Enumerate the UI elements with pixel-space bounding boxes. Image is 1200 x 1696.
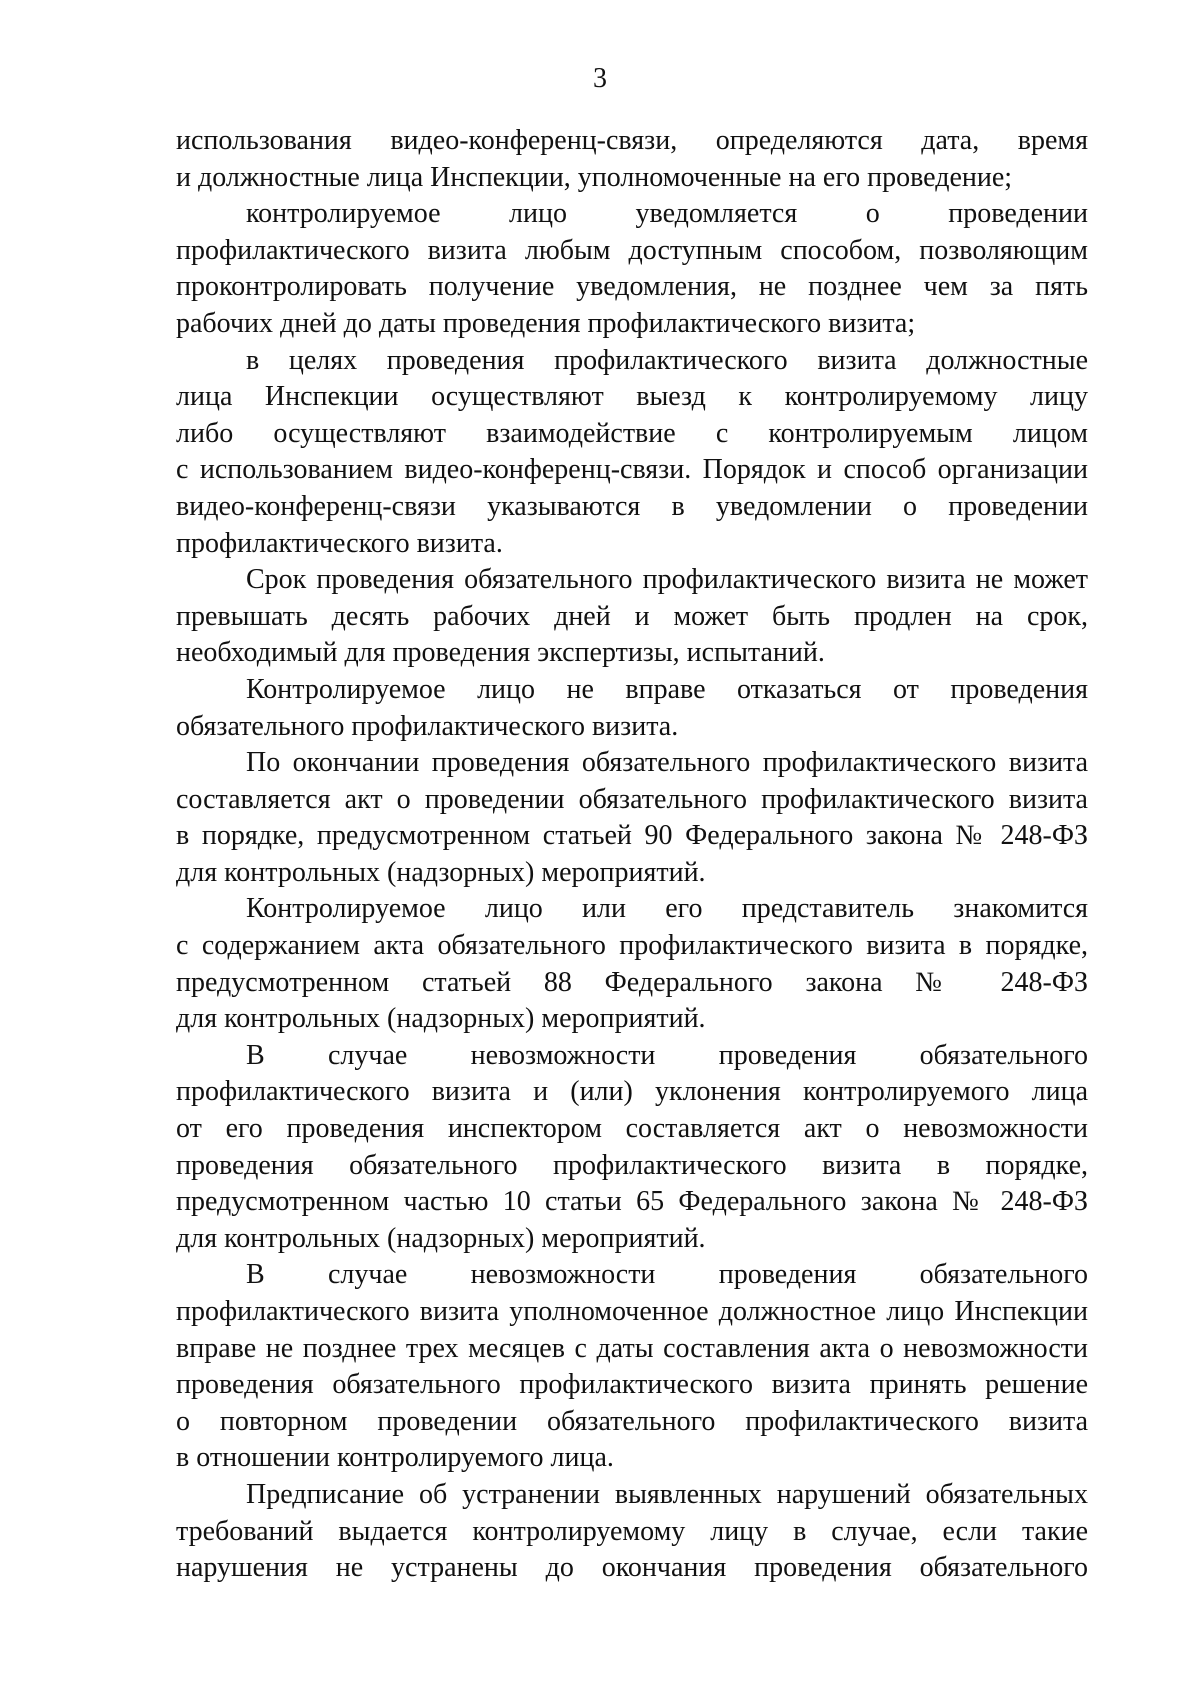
- text-line: составляется акт о проведении обязательного профилактического визита: [176, 783, 1088, 815]
- text-line: для контрольных (надзорных) мероприятий.: [176, 1003, 706, 1035]
- text-line: предусмотренном статьей 88 Федерального закона № 248-ФЗ: [176, 966, 1088, 998]
- text-line: использования видео-конференц-связи, определяются дата, время: [176, 125, 1088, 156]
- text-line: для контрольных (надзорных) мероприятий.: [176, 856, 706, 888]
- text-line: Контролируемое лицо или его представитель знакомится: [246, 893, 1088, 925]
- paragraph: [176, 196, 1088, 342]
- text-line: обязательного профилактического визита.: [176, 710, 679, 742]
- text-line: профилактического визита и (или) уклонения контролируемого лица: [176, 1076, 1088, 1108]
- text-line: с содержанием акта обязательного профилактического визита в порядке,: [176, 930, 1088, 962]
- paragraph: [176, 672, 1088, 745]
- text-line: и должностные лица Инспекции, уполномоченные на его проведение;: [176, 161, 1013, 193]
- text-line: проконтролировать получение уведомления, не позднее чем за пять: [176, 271, 1088, 303]
- text-line: предусмотренном частью 10 статьи 65 Федерального закона № 248-ФЗ: [176, 1186, 1088, 1218]
- text-line: проведения обязательного профилактического визита принять решение: [176, 1369, 1088, 1401]
- text-line: рабочих дней до даты проведения профилактического визита;: [176, 307, 916, 339]
- text-line: для контрольных (надзорных) мероприятий.: [176, 1222, 706, 1254]
- text-line: видео-конференц-связи указываются в уведомлении о проведении: [176, 490, 1088, 522]
- text-line: контролируемое лицо уведомляется о проведении: [246, 198, 1088, 230]
- text-line: о повторном проведении обязательного профилактического визита: [176, 1405, 1088, 1437]
- paragraph: [176, 1038, 1088, 1258]
- paragraph: [176, 123, 1088, 196]
- text-line: профилактического визита.: [176, 527, 503, 559]
- paragraph: [176, 343, 1088, 563]
- text-line: профилактического визита любым доступным способом, позволяющим: [176, 234, 1088, 266]
- text-line: В случае невозможности проведения обязательного: [246, 1259, 1088, 1291]
- paragraph: [176, 562, 1088, 672]
- text-line: В случае невозможности проведения обязательного: [246, 1039, 1088, 1071]
- text-line: в отношении контролируемого лица.: [176, 1442, 614, 1474]
- text-line: необходимый для проведения экспертизы, испытаний.: [176, 637, 825, 669]
- text-line: требований выдается контролируемому лицу в случае, если такие: [176, 1515, 1088, 1547]
- document-body: [176, 123, 1088, 1587]
- paragraph: [176, 1257, 1088, 1477]
- text-line: профилактического визита уполномоченное должностное лицо Инспекции: [176, 1296, 1088, 1327]
- text-line: лица Инспекции осуществляют выезд к контролируемому лицу: [176, 381, 1088, 413]
- text-line: в целях проведения профилактического визита должностные: [246, 344, 1088, 376]
- text-line: По окончании проведения обязательного профилактического визита: [246, 747, 1088, 779]
- text-line: вправе не позднее трех месяцев с даты составления акта о невозможности: [176, 1332, 1088, 1364]
- text-line: Срок проведения обязательного профилактического визита не может: [246, 564, 1088, 596]
- text-line: Предписание об устранении выявленных нарушений обязательных: [246, 1478, 1088, 1510]
- paragraph: [176, 891, 1088, 1037]
- text-line: Контролируемое лицо не вправе отказаться от проведения: [246, 673, 1088, 705]
- text-line: превышать десять рабочих дней и может быть продлен на срок,: [176, 600, 1088, 632]
- text-line: проведения обязательного профилактического визита в порядке,: [176, 1149, 1088, 1181]
- paragraph: [176, 1477, 1088, 1587]
- text-line: с использованием видео-конференц-связи. Порядок и способ организации: [176, 454, 1088, 486]
- page-number: 3: [593, 63, 607, 94]
- text-line: от его проведения инспектором составляется акт о невозможности: [176, 1113, 1088, 1145]
- text-line: либо осуществляют взаимодействие с контролируемым лицом: [176, 417, 1088, 449]
- text-line: нарушения не устранены до окончания проведения обязательного: [176, 1552, 1088, 1584]
- text-line: в порядке, предусмотренном статьей 90 Федерального закона № 248-ФЗ: [176, 820, 1088, 852]
- paragraph: [176, 745, 1088, 891]
